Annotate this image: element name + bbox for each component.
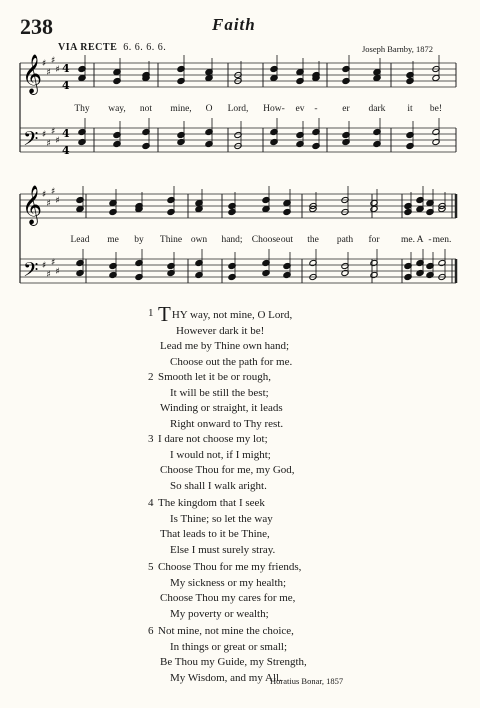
svg-text:4: 4 [62, 62, 70, 75]
stanza-number: 4 [148, 497, 154, 509]
clefs [22, 54, 42, 286]
lyric-syllable: be! [429, 104, 443, 114]
stanza-line: In things or great or small; [170, 640, 288, 653]
author-credit: Horatius Bonar, 1857 [270, 676, 344, 686]
svg-text:♯: ♯ [55, 65, 60, 75]
lyric-syllable: Lead [70, 235, 90, 245]
lyric-syllable: O [205, 104, 213, 114]
stanza-line: Be Thou my Guide, my Strength, [160, 656, 307, 668]
lyric-syllable: dark [368, 104, 386, 114]
stanza-line: So shall I walk aright. [170, 479, 267, 492]
stanza-line: Choose Thou my cares for me, [160, 592, 296, 604]
lyric-syllable: mine, [170, 104, 192, 114]
svg-text:♯: ♯ [55, 136, 60, 146]
tune-meter: 6. 6. 6. 6. [123, 42, 167, 53]
lyric-syllable: out [280, 235, 294, 245]
treble-clef-icon: 𝄞 [22, 54, 43, 94]
stanza-line: Not mine, not mine the choice, [158, 625, 294, 637]
svg-text:♯: ♯ [46, 270, 51, 280]
lyric-syllable: er [342, 104, 350, 114]
svg-text:♯: ♯ [51, 258, 56, 268]
lyric-syllable: A [416, 235, 424, 245]
stanza-line: HY way, not mine, O Lord, [171, 309, 293, 321]
stanza-line: Smooth let it be or rough, [158, 371, 272, 383]
stanza-line: Lead me by Thine own hand; [160, 340, 290, 352]
lyric-syllable: How- [263, 104, 285, 114]
stanza-4 [0, 496, 480, 558]
lyric-syllable: men. [432, 235, 452, 245]
svg-text:♯: ♯ [55, 267, 60, 277]
lyric-syllable: Lord, [227, 104, 249, 114]
svg-text:♯: ♯ [51, 127, 56, 137]
stanza-line: Choose out the path for me. [170, 355, 293, 368]
lyric-syllable: hand; [221, 235, 243, 245]
stanza-line: My poverty or wealth; [170, 607, 269, 620]
stanza-line: Choose Thou for me, my God, [160, 464, 295, 476]
svg-text:♯: ♯ [51, 187, 56, 197]
stanza-line: I dare not choose my lot; [158, 433, 268, 445]
stanza-line: Else I must surely stray. [170, 543, 276, 556]
lyric-syllable: ev [295, 104, 305, 114]
lyrics-system-1 [0, 104, 480, 118]
lyric-syllable: by [134, 235, 144, 245]
lyric-syllable: Choose [251, 235, 281, 245]
stanza-line: My sickness or my health; [170, 576, 287, 589]
stanza-line: Choose Thou for me my friends, [158, 561, 302, 573]
stanza-number: 2 [148, 371, 154, 383]
stanza-number: 6 [148, 625, 154, 637]
composer-credit: Joseph Barnby, 1872 [362, 44, 433, 54]
treble-clef-icon: 𝄞 [22, 185, 43, 225]
svg-text:♯: ♯ [42, 190, 47, 200]
tune-name-text: VIA RECTE [58, 42, 118, 53]
lyric-syllable: way, [108, 104, 126, 114]
svg-text:4: 4 [62, 127, 70, 140]
lyric-syllable: - [314, 104, 318, 114]
stanza-number: 3 [148, 433, 154, 445]
bass-clef-icon: 𝄢 [23, 258, 39, 286]
svg-text:4: 4 [62, 144, 70, 157]
lyric-syllable: it [407, 104, 413, 114]
stanza-1 [0, 302, 480, 370]
stanza-3 [0, 432, 480, 494]
stanza-line: It will be still the best; [170, 386, 269, 399]
lyric-syllable: me. [401, 235, 415, 245]
lyric-syllable: path [336, 235, 354, 245]
stanza-5 [0, 560, 480, 622]
svg-text:♯: ♯ [46, 68, 51, 78]
stanza-line: Right onward to Thy rest. [170, 417, 284, 430]
drop-cap: T [158, 302, 171, 326]
svg-text:4: 4 [62, 79, 70, 92]
stanza-6 [0, 624, 480, 686]
lyric-syllable: for [368, 235, 380, 245]
music-score [0, 0, 480, 300]
lyrics-system-2 [0, 235, 480, 249]
svg-text:♯: ♯ [55, 196, 60, 206]
svg-text:♯: ♯ [46, 139, 51, 149]
hymn-number: 238 [20, 14, 53, 39]
svg-text:♯: ♯ [51, 56, 56, 66]
lyric-syllable: - [428, 235, 432, 245]
stanza-line: However dark it be! [176, 324, 265, 337]
svg-text:♯: ♯ [46, 199, 51, 209]
stanza-line: My Wisdom, and my All. [170, 671, 282, 684]
stanza-number: 1 [148, 307, 154, 319]
stanza-line: The kingdom that I seek [158, 497, 265, 509]
svg-text:♯: ♯ [42, 130, 47, 140]
lyric-syllable: own [190, 235, 208, 245]
lyric-syllable: not [139, 104, 153, 114]
stanza-line: I would not, if I might; [170, 448, 271, 461]
svg-text:♯: ♯ [42, 59, 47, 69]
stanza-number: 5 [148, 561, 154, 573]
stanza-2 [0, 370, 480, 432]
lyric-syllable: Thy [74, 104, 90, 114]
svg-text:♯: ♯ [42, 261, 47, 271]
bass-clef-icon: 𝄢 [23, 127, 39, 155]
lyric-syllable: Thine [159, 235, 183, 245]
stanza-line: Is Thine; so let the way [170, 512, 273, 525]
stanza-line: Winding or straight, it leads [160, 402, 283, 414]
staff-lines [20, 63, 456, 283]
hymn-title: Faith [212, 15, 256, 34]
lyric-syllable: me [107, 235, 119, 245]
stanza-line: That leads to it be Thine, [160, 528, 270, 540]
lyric-syllable: the [307, 235, 319, 245]
